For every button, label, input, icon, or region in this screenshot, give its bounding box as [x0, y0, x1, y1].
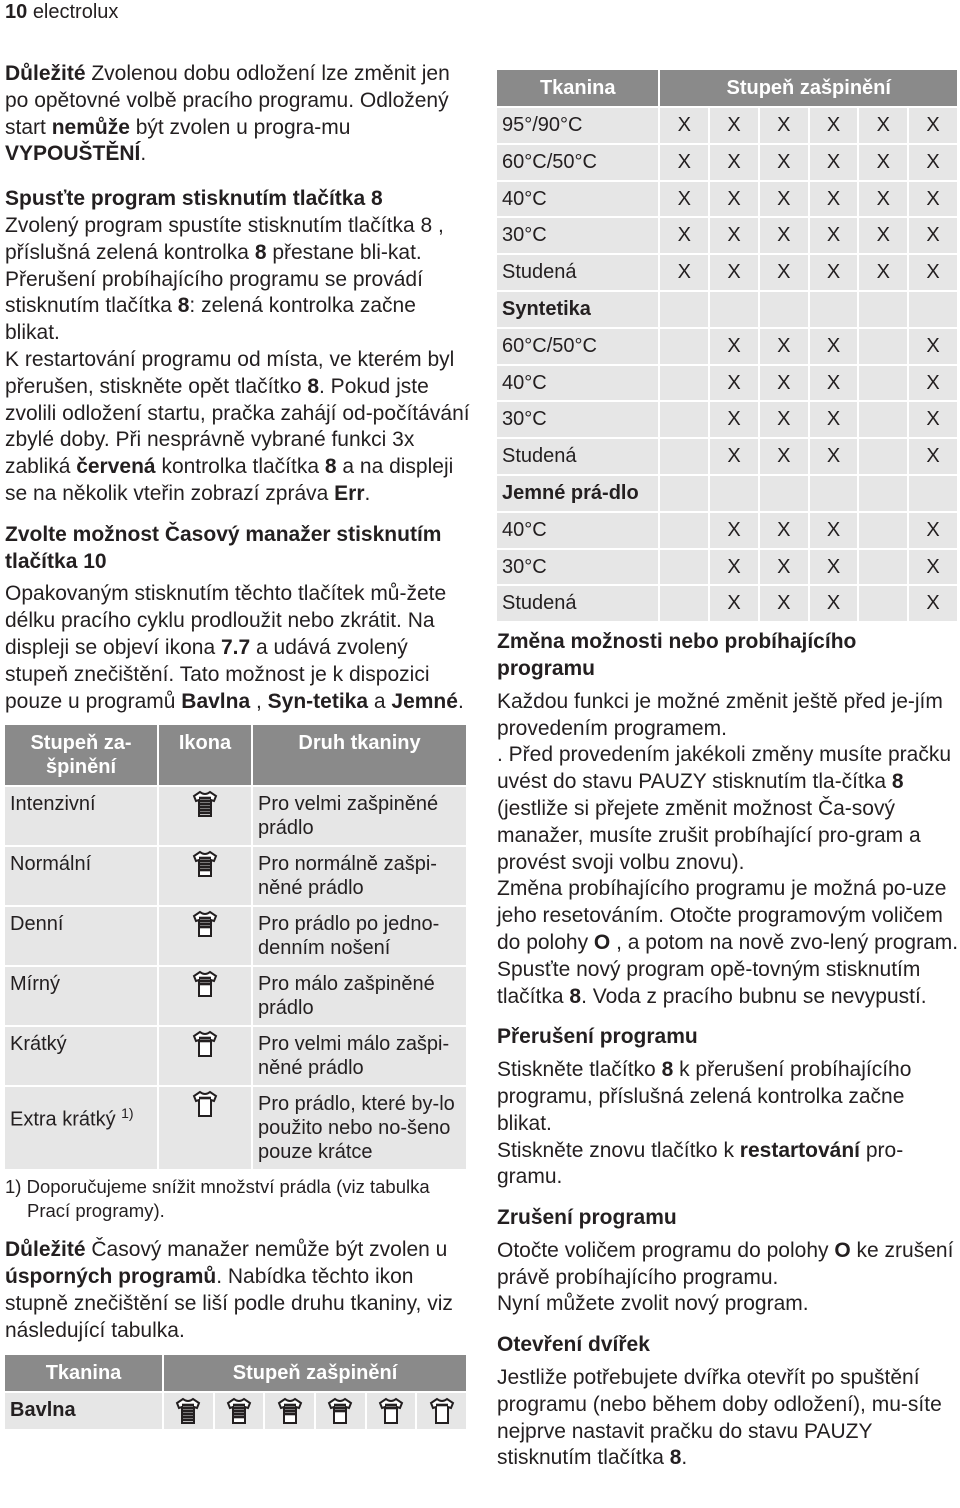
row-label: 60°C/50°C [497, 145, 658, 180]
soil-mark [660, 586, 708, 621]
soil-mark: X [909, 329, 957, 364]
shirt-icon [159, 967, 251, 1025]
paragraph-pause-right: Stiskněte tlačítko 8 k přerušení probíhajícího programu, příslušná zelená kontrolka začne blikat. [497, 1058, 912, 1135]
row-label-cotton: Bavlna [5, 1393, 162, 1429]
soil-mark: X [859, 182, 907, 217]
soil-mark: X [710, 255, 758, 290]
soil-mark: X [710, 439, 758, 474]
soil-mark: X [760, 550, 808, 585]
soil-mark: X [760, 182, 808, 217]
soil-mark: X [859, 255, 907, 290]
fabric-description: Pro prádlo, které by-lo použito nebo no-šeno pouze krátce [253, 1087, 466, 1169]
row-label: Jemné prá-dlo [497, 476, 658, 511]
row-label: 30°C [497, 402, 658, 437]
soil-mark [859, 439, 907, 474]
soil-mark [660, 366, 708, 401]
row-label: 60°C/50°C [497, 329, 658, 364]
soil-mark [859, 476, 907, 511]
row-label: Studená [497, 586, 658, 621]
soil-mark: X [760, 513, 808, 548]
soil-mark: X [810, 182, 858, 217]
soil-mark: X [710, 329, 758, 364]
paragraph-change-2: . Před provedením jakékoli změny musíte pračku uvést do stavu PAUZY stisknutím tla-čítka 8 (jestliže si přejete změnit možnost Ča-sový manažer, musíte zrušit probíhající pro-gram a provést svoji volbu znovu). [497, 743, 952, 874]
soil-mark: X [660, 218, 708, 253]
soil-mark [859, 513, 907, 548]
paragraph-open-door: Jestliže potřebujete dvířka otevřít po spuštění programu (nebo během doby odložení), mu-síte nejprve nastavit pračku do stavu PAUZY stisknutím tlačítka 8. [497, 1366, 942, 1470]
soil-mark [660, 550, 708, 585]
soil-mark: X [710, 402, 758, 437]
table-row [497, 550, 957, 585]
heading-change-option: Změna možnosti nebo probíhajícího programu [497, 630, 857, 680]
soil-mark: X [810, 586, 858, 621]
soil-mark: X [710, 218, 758, 253]
row-label: 40°C [497, 182, 658, 217]
table-row [5, 907, 466, 965]
soil-mark [660, 329, 708, 364]
soil-level-label: Mírný [5, 967, 157, 1025]
soil-mark: X [760, 402, 808, 437]
heading-time-manager: Zvolte možnost Časový manažer stisknutím tlačítka 10 [5, 522, 442, 573]
soil-mark: X [909, 550, 957, 585]
heading-start-program: Spusťte program stisknutím tlačítka 8 [5, 187, 383, 211]
soil-mark: X [909, 586, 957, 621]
fabric-description: Pro velmi málo zašpi-něné prádlo [253, 1027, 466, 1085]
col-header-icon: Ikona [159, 725, 251, 785]
soil-mark [859, 329, 907, 364]
table-row [497, 145, 957, 180]
table-row [497, 218, 957, 253]
paragraph-cancel: Otočte voličem programu do polohy O ke zrušení právě probíhajícího programu. [497, 1238, 954, 1289]
shirt-icon [159, 907, 251, 965]
shirt-icon [417, 1393, 466, 1429]
soil-mark: X [909, 402, 957, 437]
soil-mark: X [909, 439, 957, 474]
page-header [5, 0, 118, 24]
soil-mark: X [760, 255, 808, 290]
soil-mark: X [859, 218, 907, 253]
shirt-icon [316, 1393, 365, 1429]
row-label: Syntetika [497, 292, 658, 327]
soil-mark [810, 292, 858, 327]
soil-mark [859, 550, 907, 585]
brand-name: electrolux [32, 1, 119, 23]
col-header-soil-3: Stupeň zašpinění [660, 70, 957, 106]
left-column [5, 61, 470, 1431]
soil-mark [859, 292, 907, 327]
soil-mark: X [710, 145, 758, 180]
soil-mark: X [859, 145, 907, 180]
table-row [497, 402, 957, 437]
soil-mark: X [810, 550, 858, 585]
soil-level-label: Normální [5, 847, 157, 905]
table-row [497, 586, 957, 621]
paragraph-change-3: Změna probíhajícího programu je možná po-uze jeho resetováním. Otočte programovým voličem do polohy O , a potom na nově zvo-lený program. Spusťte nový program opě-tovným stisknutím tlačítka 8. Voda z pracího bubnu se nevypustí. [497, 877, 959, 1008]
page-number: 10 [5, 1, 28, 23]
shirt-icon [215, 1393, 264, 1429]
shirt-icon [159, 1027, 251, 1085]
table-row [497, 476, 957, 511]
soil-mark: X [660, 255, 708, 290]
heading-cancel: Zrušení programu [497, 1206, 677, 1230]
soil-mark: X [760, 366, 808, 401]
important-note-1: Důležité Zvolenou dobu odložení lze změnit jen po opětovné volbě pracího programu. Odložený start nemůže být zvolen u progra-mu VYPOUŠTĚNÍ. [5, 62, 450, 166]
soil-mark [859, 366, 907, 401]
paragraph-start: Zvolený program spustíte stisknutím tlačítka 8 , příslušná zelená kontrolka 8 přestane bli-kat. [5, 213, 444, 264]
soil-mark: X [909, 218, 957, 253]
soil-mark: X [810, 145, 858, 180]
heading-pause: Přerušení programu [497, 1025, 698, 1049]
paragraph-new-program: Nyní můžete zvolit nový program. [497, 1292, 809, 1316]
soil-mark: X [760, 439, 808, 474]
soil-mark [859, 586, 907, 621]
soil-mark: X [810, 329, 858, 364]
soil-level-label: Denní [5, 907, 157, 965]
soil-level-label: Extra krátký $^{1)}$ [5, 1087, 157, 1169]
soil-mark: X [710, 108, 758, 143]
soil-mark: X [810, 108, 858, 143]
paragraph-time-manager: Opakovaným stisknutím těchto tlačítek mů-žete délku pracího cyklu prodloužit nebo zkrátit. Na displeji se objeví ikona 7.7 a udává zvolený stupeň znečištění. Tato možnost je k dispozici pouze u programů Bavlna , Syn-tetika a Jemné. [5, 582, 464, 713]
paragraph-change-1: Každou funkci je možné změnit ještě před je-jím provedením programem. [497, 689, 943, 740]
soil-mark [660, 513, 708, 548]
soil-mark: X [710, 586, 758, 621]
soil-mark: X [660, 182, 708, 217]
soil-mark [660, 439, 708, 474]
soil-mark [909, 292, 957, 327]
table-row [497, 439, 957, 474]
table-row [497, 292, 957, 327]
col-header-fabric-3: Tkanina [497, 70, 658, 106]
table-row [497, 108, 957, 143]
right-column [497, 68, 959, 1472]
soil-mark: X [909, 513, 957, 548]
soil-mark: X [810, 513, 858, 548]
row-label: 40°C [497, 513, 658, 548]
table-row [5, 1393, 466, 1429]
soil-mark [710, 476, 758, 511]
soil-mark [710, 292, 758, 327]
col-header-soil-2: Stupeň zašpinění [164, 1355, 466, 1391]
row-label: 95°/90°C [497, 108, 658, 143]
table-row [5, 1027, 466, 1085]
soil-mark: X [760, 218, 808, 253]
soil-mark: X [660, 108, 708, 143]
soil-mark: X [660, 145, 708, 180]
paragraph-restart: K restartování programu od místa, ve kterém byl přerušen, stiskněte opět tlačítko 8. Pokud jste zvolili odložení startu, pračka zahájí od-počítávání zbylé doby. Při nesprávně vybrané funkci 3x zabliká červená kontrolka tlačítka 8 a na displeji se na několik vteřin zobrazí zpráva Err. [5, 347, 470, 505]
fabric-description: Pro velmi zašpiněné prádlo [253, 787, 466, 845]
shirt-icon [164, 1393, 213, 1429]
row-label: 30°C [497, 218, 658, 253]
soil-mark [660, 292, 708, 327]
shirt-icon [367, 1393, 416, 1429]
fabric-soil-table-part1 [3, 1353, 468, 1431]
fabric-description: Pro normálně zašpi-něné prádlo [253, 847, 466, 905]
table-row [5, 787, 466, 845]
soil-level-label: Krátký [5, 1027, 157, 1085]
soil-level-label: Intenzivní [5, 787, 157, 845]
table-row [5, 967, 466, 1025]
soil-mark: X [760, 145, 808, 180]
soil-mark: X [859, 108, 907, 143]
fabric-soil-table-part2 [495, 68, 959, 623]
shirt-icon [159, 787, 251, 845]
soil-mark: X [810, 255, 858, 290]
row-label: Studená [497, 439, 658, 474]
soil-mark: X [760, 108, 808, 143]
soil-level-table [3, 723, 468, 1171]
shirt-icon [159, 1087, 251, 1169]
soil-mark [760, 476, 808, 511]
soil-mark [760, 292, 808, 327]
soil-mark: X [909, 366, 957, 401]
col-header-fabric: Druh tkaniny [253, 725, 466, 785]
table-row [5, 847, 466, 905]
soil-mark: X [710, 513, 758, 548]
paragraph-restart-right: Stiskněte znovu tlačítko k restartování pro-gramu. [497, 1138, 904, 1189]
row-label: 40°C [497, 366, 658, 401]
soil-mark [810, 476, 858, 511]
soil-mark [909, 476, 957, 511]
fabric-description: Pro málo zašpiněné prádlo [253, 967, 466, 1025]
row-label: Studená [497, 255, 658, 290]
row-label: 30°C [497, 550, 658, 585]
soil-mark [660, 476, 708, 511]
soil-mark [660, 402, 708, 437]
soil-mark: X [710, 182, 758, 217]
table-row [497, 255, 957, 290]
heading-open-door: Otevření dvířek [497, 1333, 650, 1357]
soil-mark: X [710, 550, 758, 585]
soil-mark: X [810, 366, 858, 401]
soil-mark: X [760, 586, 808, 621]
soil-mark: X [909, 255, 957, 290]
paragraph-pause: Přerušení probíhajícího programu se provádí stisknutím tlačítka 8: zelená kontrolka začne blikat. [5, 267, 423, 345]
shirt-icon [265, 1393, 314, 1429]
soil-mark: X [909, 145, 957, 180]
table-row [497, 513, 957, 548]
soil-mark [859, 402, 907, 437]
soil-mark: X [909, 182, 957, 217]
col-header-fabric-2: Tkanina [5, 1355, 162, 1391]
soil-mark: X [810, 439, 858, 474]
fabric-description: Pro prádlo po jedno-denním nošení [253, 907, 466, 965]
important-note-2: Důležité Časový manažer nemůže být zvolen u úsporných programů. Nabídka těchto ikon stupně znečištění se liší podle druhu tkaniny, viz následující tabulka. [5, 1238, 453, 1342]
soil-mark: X [909, 108, 957, 143]
soil-mark: X [810, 402, 858, 437]
table-row [497, 329, 957, 364]
soil-mark: X [710, 366, 758, 401]
table-row [5, 1087, 466, 1169]
shirt-icon [159, 847, 251, 905]
soil-mark: X [760, 329, 808, 364]
footnote: 1) Doporučujeme snížit množství prádla (viz tabulka Prací programy). [5, 1176, 430, 1222]
soil-mark: X [810, 218, 858, 253]
table-row [497, 366, 957, 401]
col-header-level: Stupeň za-špinění [5, 725, 157, 785]
table-row [497, 182, 957, 217]
